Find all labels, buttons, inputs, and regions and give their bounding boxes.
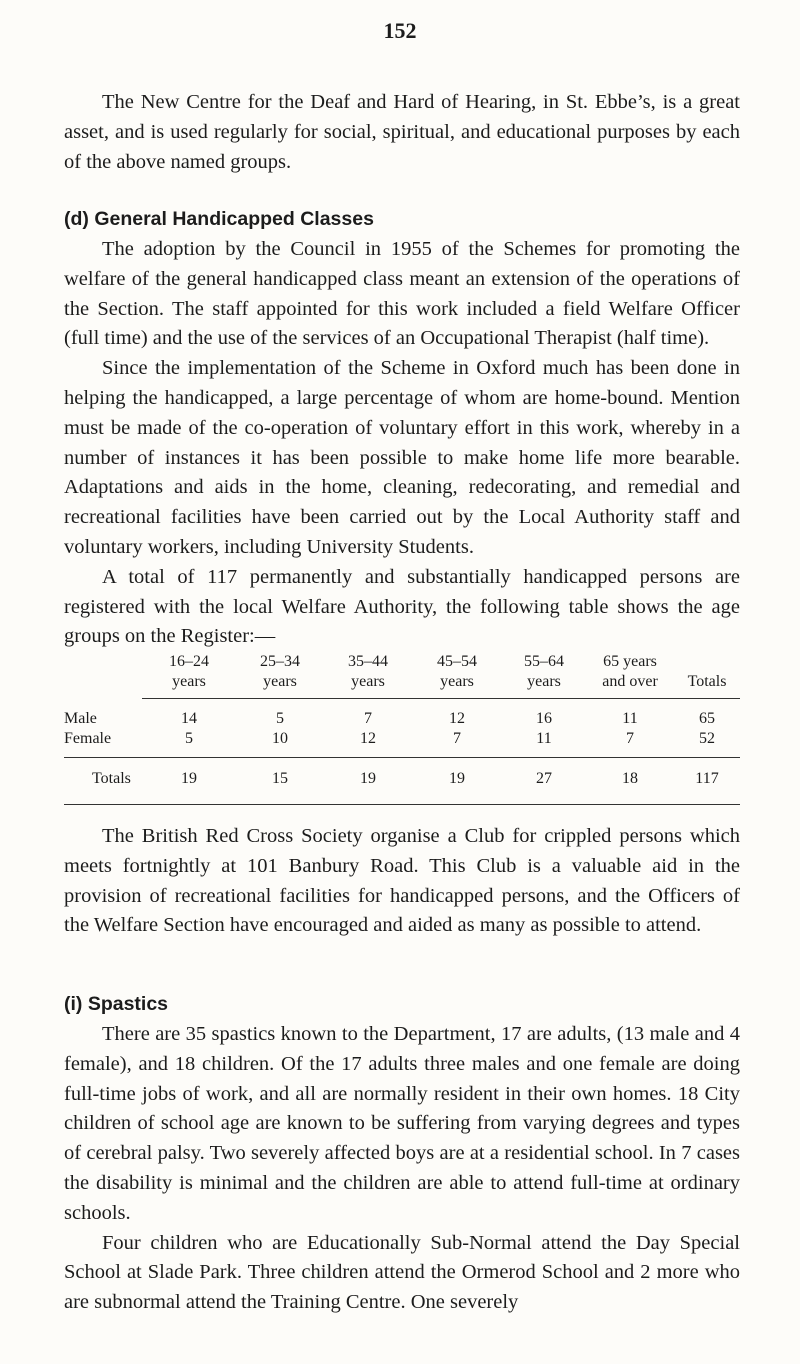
column-header: 35–44 [348, 653, 388, 670]
table-cell: 65 [699, 710, 715, 727]
table-cell: 14 [181, 710, 197, 727]
column-header-sub: years [412, 672, 502, 699]
section-heading-spastics: (i) Spastics [64, 993, 169, 1015]
table-cell: 10 [236, 729, 324, 758]
paragraph: A total of 117 permanently and substantially handicapped persons are registered with the local Welfare Authority, the following table shows the age groups on the Register:— [64, 565, 740, 648]
total-cell: 19 [324, 758, 412, 805]
table-cell: 7 [412, 729, 502, 758]
section-heading-general-handicapped: (d) General Handicapped Classes [64, 208, 374, 230]
intro-paragraph: The New Centre for the Deaf and Hard of Hearing, in St. Ebbe’s, is a great asset, and is used regularly for social, spiritual, and educational purposes by each of the above named groups. [64, 91, 740, 173]
totals-label: Totals [64, 758, 142, 805]
total-cell: 19 [142, 758, 236, 805]
column-header-sub: years [142, 672, 236, 699]
page-number: 152 [383, 18, 417, 43]
table-cell: 7 [586, 729, 674, 758]
total-cell: 27 [502, 758, 586, 805]
section-general-handicapped [64, 205, 740, 652]
paragraph: There are 35 spastics known to the Department, 17 are adults, (13 male and 4 female), and 18 children. Of the 17 adults three males and one female are doing full-time jobs of work, and all are normally resident in their own homes. 18 City children of school age are known to be suffering from varying degrees and types of cerebral palsy. Two severely affected boys are at a residential school. In 7 cases the disability is minimal and the children are able to attend full-time at ordinary schools. [64, 1023, 740, 1224]
paragraph: The adoption by the Council in 1955 of the Schemes for promoting the welfare of the general handicapped class meant an extension of the operations of the Section. The staff appointed for this work included a field Welfare Officer (full time) and the use of the services of an Occupational Therapist (half time). [64, 238, 740, 350]
table-cell: 7 [364, 710, 372, 727]
total-cell: 18 [586, 758, 674, 805]
table-cell: 5 [276, 710, 284, 727]
column-header: 16–24 [169, 653, 209, 670]
column-header: 45–54 [437, 653, 477, 670]
table-cell: 11 [622, 710, 638, 727]
column-header-sub: years [236, 672, 324, 699]
column-header-sub: years [324, 672, 412, 699]
table-row [64, 699, 740, 730]
total-cell: 117 [674, 758, 740, 805]
column-header-sub: years [502, 672, 586, 699]
red-cross-section [64, 822, 740, 941]
column-header: 55–64 [524, 653, 564, 670]
red-cross-paragraph: The British Red Cross Society organise a Club for crippled persons which meets fortnightly at 101 Banbury Road. This Club is a valuable aid in the provision of recreational facilities for handicapped persons, and the Officers of the Welfare Section have encouraged and aided as many as possible to attend. [64, 825, 740, 937]
column-header: 65 years [603, 653, 657, 670]
totals-row [64, 758, 740, 805]
column-header [674, 652, 740, 672]
table-row [64, 729, 740, 758]
column-header-sub: Totals [674, 672, 740, 699]
paragraph: Since the implementation of the Scheme in Oxford much has been done in helping the handicapped, a large percentage of whom are home-bound. Mention must be made of the co-operation of voluntary effort in this work, whereby in a number of instances it has been possible to make home life more bearable. Adaptations and aids in the home, cleaning, redecorating, and remedial and recreational facilities have been carried out by the Local Authority staff and voluntary workers, including University Students. [64, 357, 740, 558]
table-cell: 52 [674, 729, 740, 758]
table-cell: 16 [536, 710, 552, 727]
table-cell: 5 [142, 729, 236, 758]
column-header: 25–34 [260, 653, 300, 670]
paragraph: Four children who are Educationally Sub-Normal attend the Day Special School at Slade Park. Three children attend the Ormerod School and 2 more who are subnormal attend the Training Centre. One severely [64, 1231, 740, 1314]
total-cell: 15 [236, 758, 324, 805]
intro-section [64, 88, 740, 177]
total-cell: 19 [412, 758, 502, 805]
table-cell: 12 [449, 710, 465, 727]
row-label: Male [64, 709, 97, 727]
table-cell: 11 [502, 729, 586, 758]
column-header-sub: and over [586, 672, 674, 699]
section-spastics [64, 990, 740, 1318]
table-cell: 12 [324, 729, 412, 758]
row-label: Female [64, 729, 142, 758]
age-group-table [64, 652, 740, 805]
